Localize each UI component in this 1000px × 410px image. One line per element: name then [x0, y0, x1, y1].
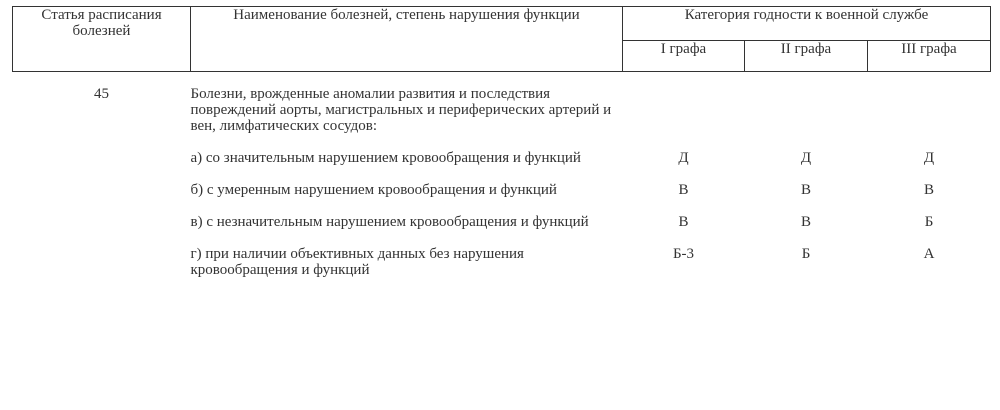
item-text: б) с умеренным нарушением кровообращения и функций — [190, 182, 557, 198]
header-row — [13, 7, 991, 41]
item-value-graph-1: Б-3 — [672, 246, 695, 262]
item-value-graph-1: В — [678, 182, 689, 198]
table-row — [13, 214, 991, 246]
item-value-graph-1: В — [678, 214, 689, 230]
table-row — [13, 182, 991, 214]
article-title: Болезни, врожденные аномалии развития и последствия повреждений аорты, магистральных и периферических артерий и вен, лимфатических сосудов: — [190, 86, 612, 134]
header-disease-name: Наименование болезней, степень нарушения функции — [191, 7, 623, 72]
header-graph-3: III графа — [868, 41, 991, 72]
header-graph-2: II графа — [745, 41, 868, 72]
item-value-graph-2: Б — [801, 246, 811, 262]
item-text: в) с незначительным нарушением кровообращения и функций — [190, 214, 589, 230]
table-row — [13, 150, 991, 182]
header-fitness-category: Категория годности к военной службе — [623, 7, 991, 41]
item-text: г) при наличии объективных данных без нарушения кровообращения и функций — [190, 246, 524, 278]
header-article: Статья расписания болезней — [13, 7, 191, 72]
item-value-graph-2: В — [800, 214, 811, 230]
table-header — [13, 7, 991, 72]
item-text: а) со значительным нарушением кровообращения и функций — [190, 150, 581, 166]
table-body — [13, 72, 991, 279]
item-value-graph-2: Д — [800, 150, 812, 166]
table-row — [13, 72, 991, 151]
table-row — [13, 246, 991, 278]
disease-schedule-table — [12, 6, 991, 278]
item-value-graph-3: А — [923, 246, 935, 262]
item-value-graph-2: В — [800, 182, 811, 198]
article-number: 45 — [94, 86, 109, 102]
item-value-graph-3: Б — [924, 214, 934, 230]
item-value-graph-3: В — [923, 182, 934, 198]
header-graph-1: I графа — [623, 41, 745, 72]
item-value-graph-1: Д — [678, 150, 689, 166]
item-value-graph-3: Д — [923, 150, 935, 166]
